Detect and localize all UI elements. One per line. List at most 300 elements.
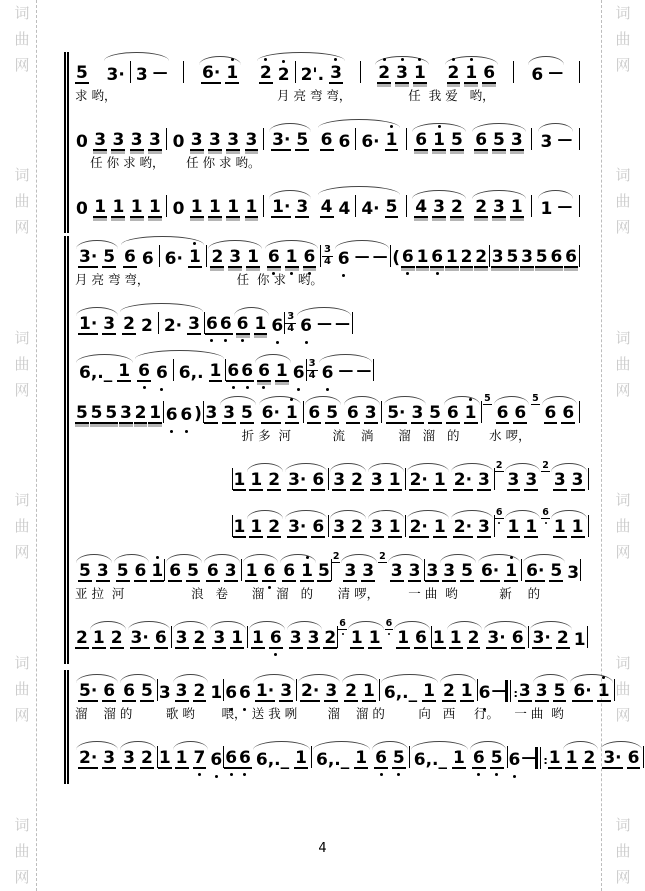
note: 3	[344, 561, 357, 581]
grace-note: 2	[495, 460, 503, 471]
watermark-char: 词	[14, 166, 30, 185]
slur-group	[406, 519, 450, 538]
octave-dot-below	[297, 388, 300, 391]
note: 3	[478, 517, 490, 537]
note: 3	[507, 470, 520, 490]
notation-line	[75, 617, 586, 650]
barline	[295, 61, 296, 83]
note: 3	[553, 470, 566, 490]
note: 6	[205, 316, 219, 335]
barline	[614, 679, 615, 701]
octave-dot-below	[276, 341, 279, 344]
lyrics-segment: 送 我 咧	[251, 706, 298, 721]
grace-note: 2	[542, 460, 549, 471]
octave-dot-above	[438, 125, 441, 128]
slur-group	[127, 630, 171, 649]
slur-group	[532, 683, 570, 702]
note: 5	[76, 63, 88, 83]
note: 1	[300, 563, 314, 582]
note: 1	[285, 405, 299, 424]
note: 6	[238, 750, 252, 769]
note: 6	[531, 65, 544, 85]
voice-line	[75, 392, 580, 444]
slur-group	[529, 630, 573, 649]
slur-group	[471, 199, 527, 218]
note: 3	[370, 470, 383, 490]
barline	[580, 559, 581, 581]
octave-dot-above	[383, 58, 386, 61]
note: 1	[432, 132, 446, 151]
watermark-char: 词	[14, 4, 30, 22]
note: 1	[385, 132, 399, 151]
note: 1	[423, 681, 435, 701]
note: 6	[206, 561, 219, 581]
watermark-text	[14, 168, 29, 235]
barline	[166, 128, 167, 150]
note: 6	[401, 249, 415, 268]
slur-group	[268, 132, 312, 151]
notation-line	[75, 52, 580, 84]
note: 6	[308, 403, 321, 423]
lyrics-line	[75, 155, 580, 171]
octave-dot-below	[477, 773, 480, 776]
time-sig-denominator: 4	[287, 322, 295, 334]
note: 6,._	[413, 750, 448, 770]
lyrics-line	[75, 586, 580, 602]
repeat-thick-bar	[535, 747, 538, 769]
voice-line	[75, 670, 610, 722]
note: 1	[209, 197, 221, 217]
slur-group	[242, 563, 280, 582]
note: 3	[245, 130, 258, 150]
note: 1	[285, 249, 299, 268]
note: 1	[245, 561, 258, 581]
octave-dot-above	[306, 556, 309, 559]
grace-note: 6	[338, 619, 347, 630]
note: 6	[165, 407, 179, 424]
lyrics-segment: 任 你 求 哟，	[90, 155, 165, 170]
notation-line	[75, 119, 580, 151]
note: 2	[268, 470, 281, 490]
note: 1	[250, 517, 263, 537]
note: 6	[312, 517, 325, 537]
slur-group	[75, 316, 119, 335]
note: 2	[123, 314, 135, 334]
watermark-text	[615, 168, 630, 235]
slur-group	[75, 683, 119, 702]
watermark-char: 网	[14, 380, 30, 399]
note: 1	[150, 563, 164, 582]
note: 5·	[79, 681, 98, 701]
note: 6	[562, 403, 575, 423]
duration-dash: —	[354, 247, 369, 265]
slur-group	[443, 405, 481, 424]
lyrics-segment: 折 多 河	[241, 428, 292, 443]
voice-line	[75, 236, 580, 288]
note: 6·	[526, 561, 545, 581]
note: 6·	[480, 561, 500, 581]
note: 3	[521, 247, 533, 267]
note: 3	[333, 517, 346, 537]
note: 2	[475, 197, 488, 217]
barline	[579, 195, 580, 217]
note: 6	[257, 363, 271, 382]
slur-group	[119, 312, 204, 335]
octave-dot-below	[160, 388, 163, 391]
note: 1	[504, 563, 518, 582]
note: 6·	[164, 249, 183, 269]
repeat-dots: :	[543, 754, 548, 767]
octave-dot-above	[470, 58, 473, 61]
slur-group	[569, 683, 613, 702]
note: 2	[268, 517, 281, 537]
slur-group	[469, 750, 507, 769]
note: 6	[299, 318, 313, 335]
repeat-thin-bar	[540, 747, 541, 769]
slur-group	[347, 630, 385, 649]
lyrics-segment: 求 哟，	[75, 88, 117, 103]
slur-group	[268, 199, 312, 218]
note: 6	[478, 685, 492, 702]
note: 6	[226, 363, 240, 382]
slur-group	[367, 472, 405, 491]
note: 3	[518, 681, 531, 701]
slur-group	[297, 683, 341, 702]
repeat-begin-barline	[535, 747, 547, 769]
time-sig-denominator: 4	[308, 369, 316, 381]
note: 1	[247, 247, 259, 267]
slur-group	[246, 519, 284, 538]
barline	[263, 128, 264, 150]
barline	[130, 61, 131, 83]
note: 1	[149, 403, 162, 423]
octave-dot-above	[264, 58, 267, 61]
voice-line	[75, 350, 580, 382]
watermark-text	[14, 493, 29, 560]
lyrics-segment: 清 啰，	[337, 586, 380, 601]
octave-dot-below	[262, 386, 265, 389]
watermark-char: 网	[615, 56, 631, 74]
note: 3	[175, 628, 188, 648]
note: 1	[449, 628, 462, 648]
note: 2	[583, 748, 596, 768]
note: 1	[350, 628, 363, 648]
note: 5	[429, 403, 441, 423]
note: 1	[227, 197, 240, 217]
duration-dash: —	[491, 681, 506, 699]
note: 1	[525, 517, 538, 537]
lyrics-segment: 溜 溜 的	[327, 706, 385, 721]
notation-line	[75, 186, 580, 218]
note: 1	[233, 470, 246, 490]
barline	[166, 195, 167, 217]
slur-group	[411, 199, 467, 218]
slur-group	[119, 683, 157, 702]
note: 6	[269, 630, 283, 649]
note: 1	[507, 517, 520, 537]
note: 6	[511, 628, 524, 648]
watermark-char: 网	[615, 380, 631, 399]
slur-group	[286, 630, 324, 649]
note: 6	[565, 247, 577, 267]
note: 2	[377, 65, 391, 84]
note: 1	[158, 748, 171, 768]
dashed-border-left	[36, 0, 37, 891]
slur-group	[312, 750, 371, 769]
note: 6	[238, 685, 252, 702]
duration-dash: —	[521, 748, 536, 766]
slur-group	[444, 65, 500, 84]
note: 6	[154, 628, 167, 648]
watermark-char: 曲	[615, 517, 631, 536]
note: 3	[325, 681, 338, 701]
octave-dot-above	[282, 60, 285, 63]
watermark-char: 网	[14, 218, 30, 237]
note: 3	[395, 65, 409, 84]
note: 1	[540, 199, 553, 219]
voice-line	[75, 186, 580, 218]
note: 3	[96, 561, 109, 581]
octave-dot-below	[210, 339, 213, 342]
note: 0	[76, 199, 88, 219]
slur-group	[172, 630, 210, 649]
note: 5	[535, 247, 548, 267]
time-sig-numerator: 3	[308, 358, 316, 369]
octave-dot-above	[602, 676, 605, 679]
note: 5	[326, 403, 339, 423]
slur-group	[374, 65, 430, 84]
slur-group	[439, 563, 477, 582]
watermark-char: 词	[615, 653, 631, 672]
watermark-char: 词	[615, 4, 631, 22]
open-paren: (	[392, 247, 401, 268]
barline	[355, 195, 356, 217]
watermark-text	[615, 328, 631, 399]
slur-group	[371, 750, 409, 769]
note: 3·	[288, 470, 307, 490]
note: 6	[627, 748, 640, 768]
octave-dot-below	[380, 773, 383, 776]
notation-line	[232, 506, 584, 538]
voice-line	[75, 52, 580, 104]
note: 3	[223, 403, 235, 423]
octave-dot-above	[401, 58, 404, 61]
notation-line	[75, 550, 580, 582]
note: 5	[461, 561, 473, 581]
note: 6	[483, 63, 496, 83]
repeat-thin-bar	[510, 680, 511, 702]
note: 3	[94, 130, 107, 150]
watermark-text	[14, 653, 30, 724]
grace-note: 6	[385, 619, 394, 630]
note: 3·	[288, 517, 307, 537]
note: 2	[467, 628, 480, 648]
slur-group	[317, 195, 402, 218]
note: 2	[351, 470, 363, 490]
note: 3	[227, 130, 240, 150]
slur-group	[284, 519, 328, 538]
barline	[579, 401, 580, 423]
watermark-char: 曲	[615, 192, 631, 211]
slur-group	[209, 630, 247, 649]
note: 2	[193, 681, 206, 701]
slur-group	[493, 405, 531, 424]
note: 2	[110, 628, 123, 648]
note: 2	[460, 247, 473, 267]
watermark-char: 网	[615, 543, 631, 562]
note: 6	[262, 563, 276, 582]
octave-dot-above	[390, 125, 393, 128]
note: 5	[79, 561, 91, 581]
note: 3	[296, 197, 309, 217]
note: 6	[321, 365, 335, 382]
music-system	[64, 236, 580, 397]
note: 5	[296, 130, 309, 150]
watermark-char: 词	[615, 491, 631, 510]
note: 6	[292, 365, 306, 382]
notation-line	[75, 350, 371, 383]
note: 3·	[79, 247, 98, 267]
note: 1	[445, 247, 458, 267]
slur-group	[477, 563, 521, 582]
lyrics-segment: 亚 拉 河	[75, 586, 125, 601]
note: 5	[450, 130, 463, 150]
note: 6	[141, 249, 154, 269]
note: 6	[550, 247, 563, 267]
slur-group	[317, 128, 402, 151]
note: 6	[496, 403, 509, 423]
barline	[587, 626, 588, 648]
note: 6	[283, 561, 296, 581]
watermark-char: 曲	[14, 192, 30, 211]
octave-dot-below	[232, 386, 235, 389]
lyrics-segment: 向 西	[418, 706, 456, 721]
note: 2	[277, 67, 291, 84]
notation-line	[75, 670, 610, 703]
barline	[643, 746, 644, 768]
note: 3	[408, 561, 421, 581]
slur-group	[318, 363, 374, 382]
octave-dot-below	[397, 773, 400, 776]
octave-dot-above	[193, 242, 196, 245]
slur-group	[550, 472, 588, 491]
note: 2	[259, 65, 273, 84]
note: 6	[123, 247, 136, 267]
note: 3	[190, 130, 203, 150]
note: 1	[112, 197, 125, 217]
note: 1	[252, 628, 264, 648]
octave-dot-below	[388, 633, 390, 635]
slur-group	[522, 563, 566, 582]
barline	[531, 128, 532, 150]
slur-group	[483, 630, 527, 649]
slur-group	[248, 630, 286, 649]
note: 1·	[79, 314, 98, 334]
barline	[159, 245, 160, 267]
slur-group	[103, 61, 170, 84]
note: 1	[460, 681, 473, 701]
note: 5	[392, 750, 406, 769]
note: 3·	[130, 628, 149, 648]
grace-note: 5	[484, 393, 491, 404]
slur-group	[340, 563, 378, 582]
slur-group	[203, 563, 241, 582]
time-signature	[285, 312, 296, 334]
slur-group	[233, 316, 271, 335]
slur-group	[446, 630, 484, 649]
slur-group	[172, 683, 210, 702]
note: 3·	[532, 628, 551, 648]
slur-group	[172, 750, 210, 769]
duration-dash: —	[548, 63, 563, 81]
page-number: 4	[318, 841, 327, 856]
note: 6	[430, 249, 444, 268]
note: 3	[289, 628, 302, 648]
note: 1	[233, 517, 246, 537]
note: 2·	[79, 748, 98, 768]
barline	[360, 61, 361, 83]
note: 1	[209, 361, 222, 381]
slur-group	[537, 199, 575, 218]
note: 1	[355, 748, 368, 768]
note: 3·	[272, 130, 291, 150]
note: 2·	[163, 316, 183, 336]
note: 6	[338, 132, 351, 152]
slur-group	[119, 750, 157, 769]
octave-dot-below	[545, 522, 547, 524]
barline	[183, 61, 184, 83]
note: 5·	[387, 403, 406, 423]
watermark-char: 网	[14, 705, 30, 724]
voice-line	[75, 737, 640, 770]
note: 3	[307, 628, 320, 648]
note: 0	[172, 132, 185, 152]
repeat-thick-bar	[505, 680, 508, 702]
octave-dot-below	[513, 775, 516, 778]
note: 2	[324, 628, 337, 648]
voice-line	[75, 119, 580, 171]
lyrics-segment: 浪 卷	[191, 586, 229, 601]
note: 6	[137, 363, 151, 382]
octave-dot-below	[143, 386, 146, 389]
voice-line	[75, 506, 584, 538]
note: 6	[169, 561, 182, 581]
note: 4	[338, 199, 351, 219]
octave-dot-below	[305, 341, 308, 344]
barline	[406, 128, 407, 150]
note: 2	[134, 403, 147, 423]
note: 3	[390, 561, 403, 581]
note: 6,._	[383, 683, 418, 703]
watermark-char: 网	[615, 867, 631, 886]
lyrics-segment: 溜 溜 的	[398, 428, 460, 443]
note: 3	[567, 563, 580, 583]
watermark-text	[14, 328, 30, 399]
watermark-char: 网	[615, 705, 631, 724]
octave-dot-below	[243, 773, 246, 776]
note: 6·	[573, 681, 592, 701]
note: 3	[112, 130, 125, 150]
octave-dot-below	[230, 773, 233, 776]
note: 3	[213, 628, 226, 648]
note: 6	[103, 681, 116, 701]
lyrics-line	[75, 88, 580, 104]
note: 3	[493, 197, 505, 217]
note: 3	[540, 132, 553, 152]
octave-dot-above	[334, 58, 337, 61]
watermark-char: 网	[14, 867, 30, 886]
note: 3	[205, 403, 218, 423]
